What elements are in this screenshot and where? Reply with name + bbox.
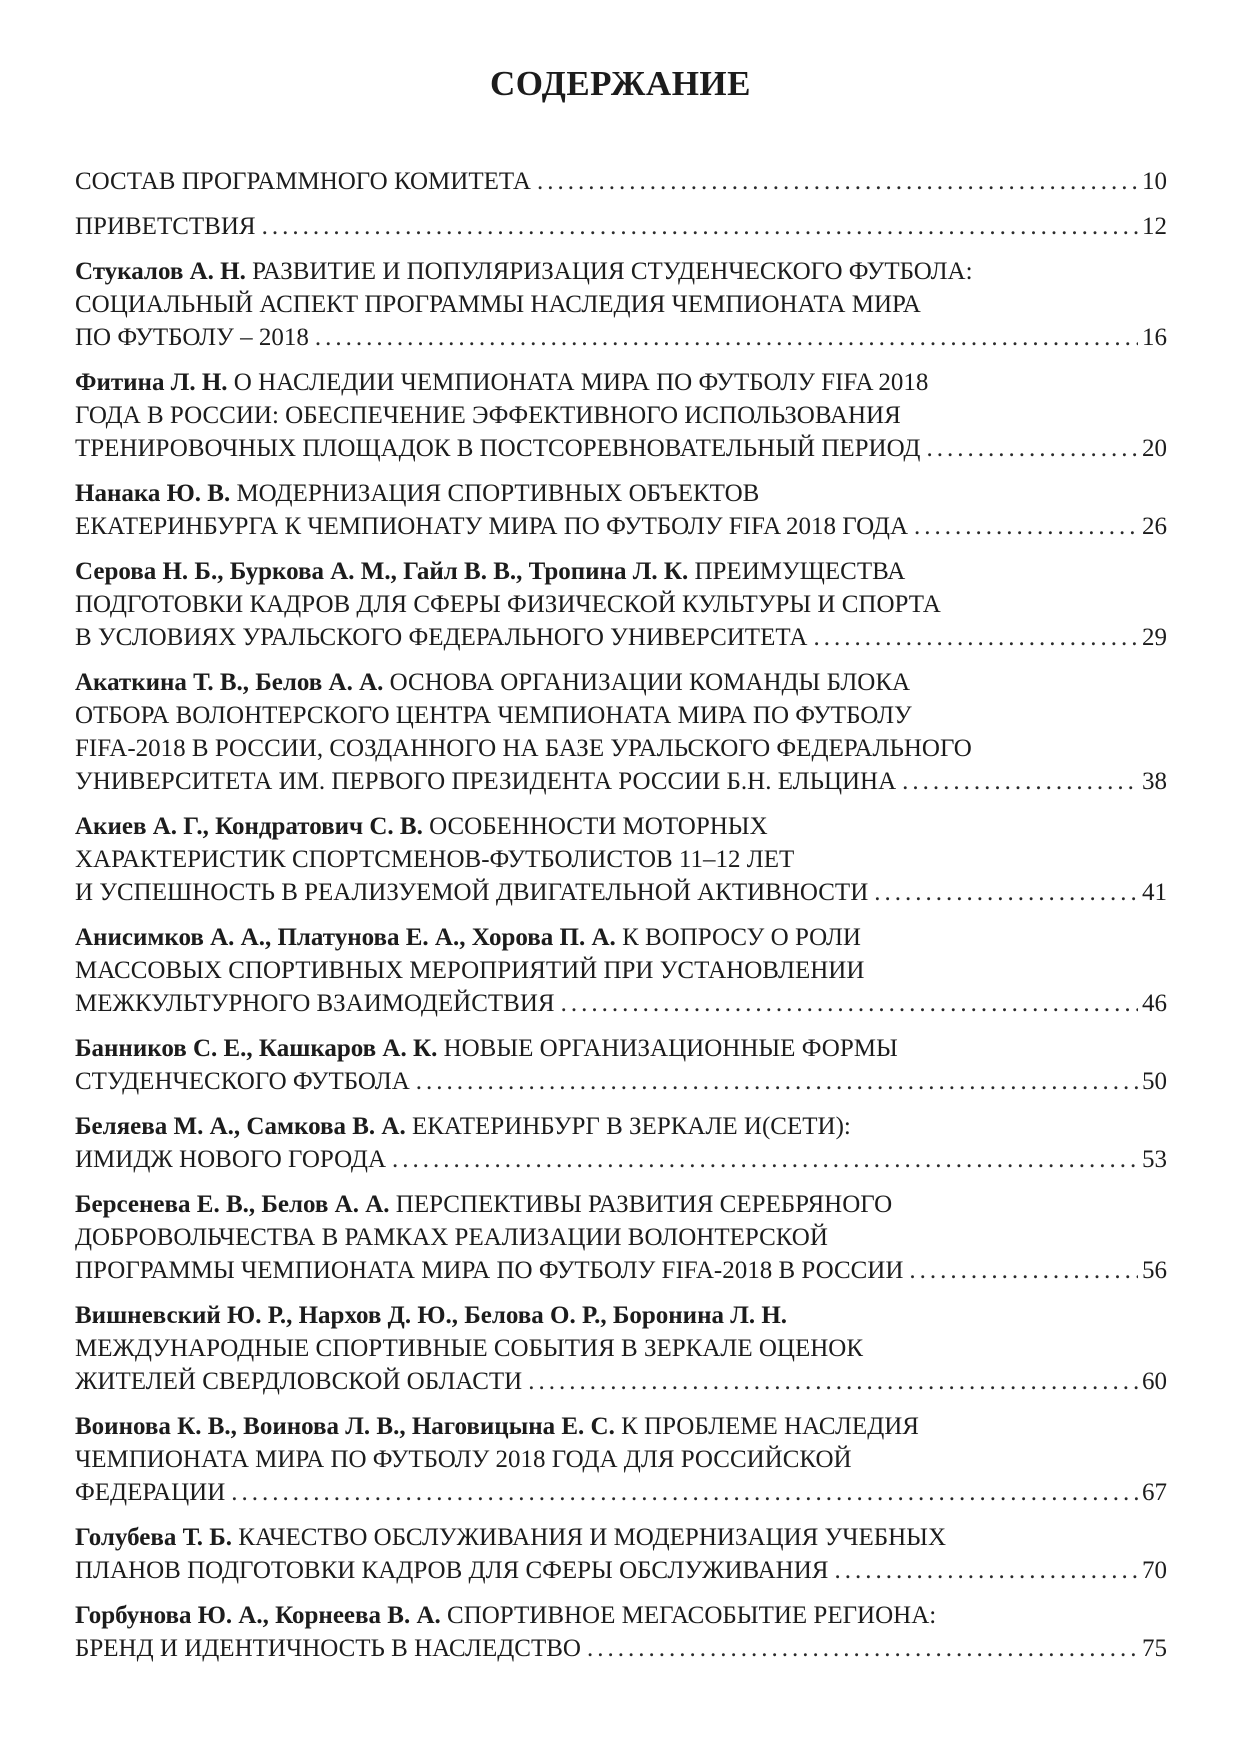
toc-entry[interactable] xyxy=(75,555,1167,654)
entry-title-text: ОСНОВА ОРГАНИЗАЦИИ КОМАНДЫ БЛОКА xyxy=(383,669,911,696)
toc-entry[interactable] xyxy=(75,1299,1167,1398)
dot-leader xyxy=(315,321,1138,354)
entry-title-text: МОДЕРНИЗАЦИЯ СПОРТИВНЫХ ОБЪЕКТОВ xyxy=(230,480,760,507)
entry-last-line xyxy=(75,165,1167,198)
entry-title-text: ГОДА В РОССИИ: ОБЕСПЕЧЕНИЕ ЭФФЕКТИВНОГО ИСПОЛЬЗОВАНИЯ xyxy=(75,402,901,429)
entry-title-text: УНИВЕРСИТЕТА ИМ. ПЕРВОГО ПРЕЗИДЕНТА РОССИИ Б.Н. ЕЛЬЦИНА xyxy=(75,768,897,795)
entry-authors: Воинова К. В., Воинова Л. В., Наговицына Е. С. xyxy=(75,1413,615,1440)
dot-leader xyxy=(392,1143,1138,1176)
entry-title-text: К ПРОБЛЕМЕ НАСЛЕДИЯ xyxy=(614,1413,919,1440)
dot-leader xyxy=(813,621,1138,654)
entry-title-text: ФЕДЕРАЦИИ xyxy=(75,1479,226,1506)
entry-line xyxy=(75,1443,1167,1476)
entry-title-text: МАССОВЫХ СПОРТИВНЫХ МЕРОПРИЯТИЙ ПРИ УСТАНОВЛЕНИИ xyxy=(75,957,865,984)
entry-line xyxy=(75,1110,1167,1143)
dot-leader xyxy=(914,510,1138,543)
entry-line xyxy=(75,810,1167,843)
table-of-contents xyxy=(75,165,1167,1677)
entry-title-text: ПЕРСПЕКТИВЫ РАЗВИТИЯ СЕРЕБРЯНОГО xyxy=(389,1191,893,1218)
entry-last-line xyxy=(75,1554,1167,1587)
entry-title-text: ХАРАКТЕРИСТИК СПОРТСМЕНОВ-ФУТБОЛИСТОВ 11–12 ЛЕТ xyxy=(75,846,795,873)
entry-title-text: МЕЖКУЛЬТУРНОГО ВЗАИМОДЕЙСТВИЯ xyxy=(75,990,555,1017)
entry-title-text: СОЦИАЛЬНЫЙ АСПЕКТ ПРОГРАММЫ НАСЛЕДИЯ ЧЕМПИОНАТА МИРА xyxy=(75,291,921,318)
entry-line xyxy=(75,732,1167,765)
toc-entry[interactable] xyxy=(75,1599,1167,1665)
entry-title-text: БРЕНД И ИДЕНТИЧНОСТЬ В НАСЛЕДСТВО xyxy=(75,1635,581,1662)
entry-line xyxy=(75,921,1167,954)
entry-title-text: ПО ФУТБОЛУ – 2018 xyxy=(75,324,309,351)
entry-line xyxy=(75,954,1167,987)
dot-leader xyxy=(537,165,1138,198)
entry-line xyxy=(75,555,1167,588)
entry-authors: Нанака Ю. В. xyxy=(75,480,231,507)
dot-leader xyxy=(561,987,1138,1020)
entry-title-text: О НАСЛЕДИИ ЧЕМПИОНАТА МИРА ПО ФУТБОЛУ FIFA 2018 xyxy=(227,369,929,396)
toc-entry[interactable] xyxy=(75,666,1167,798)
page-number: 60 xyxy=(1142,1368,1167,1395)
entry-title-text: ПРЕИМУЩЕСТВА xyxy=(688,558,906,585)
entry-last-line xyxy=(75,432,1167,465)
entry-line xyxy=(75,1599,1167,1632)
entry-authors: Стукалов А. Н. xyxy=(75,258,246,285)
entry-title-text: КАЧЕСТВО ОБСЛУЖИВАНИЯ И МОДЕРНИЗАЦИЯ УЧЕБНЫХ xyxy=(232,1524,947,1551)
entry-last-line xyxy=(75,1365,1167,1398)
page-number: 70 xyxy=(1142,1557,1167,1584)
entry-line xyxy=(75,666,1167,699)
toc-entry[interactable] xyxy=(75,255,1167,354)
entry-title-text: ПРОГРАММЫ ЧЕМПИОНАТА МИРА ПО ФУТБОЛУ FIFA-2018 В РОССИИ xyxy=(75,1257,904,1284)
entry-authors: Вишневский Ю. Р., Нархов Д. Ю., Белова О. Р., Боронина Л. Н. xyxy=(75,1302,788,1329)
page-number: 29 xyxy=(1142,624,1167,651)
page-number: 50 xyxy=(1142,1068,1167,1095)
entry-line xyxy=(75,843,1167,876)
entry-title-text: ДОБРОВОЛЬЧЕСТВА В РАМКАХ РЕАЛИЗАЦИИ ВОЛОНТЕРСКОЙ xyxy=(75,1224,828,1251)
toc-entry[interactable] xyxy=(75,366,1167,465)
page-number: 16 xyxy=(1142,324,1167,351)
entry-last-line xyxy=(75,321,1167,354)
entry-title-text: И УСПЕШНОСТЬ В РЕАЛИЗУЕМОЙ ДВИГАТЕЛЬНОЙ АКТИВНОСТИ xyxy=(75,879,869,906)
entry-authors: Акаткина Т. В., Белов А. А. xyxy=(75,669,384,696)
entry-last-line xyxy=(75,1065,1167,1098)
entry-title-text: ЖИТЕЛЕЙ СВЕРДЛОВСКОЙ ОБЛАСТИ xyxy=(75,1368,523,1395)
page-number: 20 xyxy=(1142,435,1167,462)
entry-last-line xyxy=(75,1476,1167,1509)
dot-leader xyxy=(909,1254,1138,1287)
dot-leader xyxy=(587,1632,1138,1665)
dot-leader xyxy=(926,432,1138,465)
entry-authors: Серова Н. Б., Буркова А. М., Гайл В. В., Тропина Л. К. xyxy=(75,558,689,585)
entry-title-text: ПРИВЕТСТВИЯ xyxy=(75,213,256,240)
page-number: 56 xyxy=(1142,1257,1167,1284)
page-number: 46 xyxy=(1142,990,1167,1017)
entry-title-text: FIFA-2018 В РОССИИ, СОЗДАННОГО НА БАЗЕ УРАЛЬСКОГО ФЕДЕРАЛЬНОГО xyxy=(75,735,972,762)
toc-entry[interactable] xyxy=(75,1410,1167,1509)
entry-title-text: СПОРТИВНОЕ МЕГАСОБЫТИЕ РЕГИОНА: xyxy=(440,1602,937,1629)
entry-title-text: СОСТАВ ПРОГРАММНОГО КОМИТЕТА xyxy=(75,168,531,195)
entry-authors: Банников С. Е., Кашкаров А. К. xyxy=(75,1035,438,1062)
entry-last-line xyxy=(75,765,1167,798)
entry-last-line xyxy=(75,210,1167,243)
entry-title-text: ЕКАТЕРИНБУРГ В ЗЕРКАЛЕ И(СЕТИ): xyxy=(405,1113,851,1140)
dot-leader xyxy=(262,210,1138,243)
entry-title-text: ЕКАТЕРИНБУРГА К ЧЕМПИОНАТУ МИРА ПО ФУТБОЛУ FIFA 2018 ГОДА xyxy=(75,513,909,540)
entry-title-text: МЕЖДУНАРОДНЫЕ СПОРТИВНЫЕ СОБЫТИЯ В ЗЕРКАЛЕ ОЦЕНОК xyxy=(75,1335,864,1362)
entry-line xyxy=(75,1032,1167,1065)
entry-line xyxy=(75,588,1167,621)
page-title: СОДЕРЖАНИЕ xyxy=(489,64,751,103)
entry-title-text: ЧЕМПИОНАТА МИРА ПО ФУТБОЛУ 2018 ГОДА ДЛЯ РОССИЙСКОЙ xyxy=(75,1446,852,1473)
entry-authors: Анисимков А. А., Платунова Е. А., Хорова П. А. xyxy=(75,924,616,951)
entry-title-text: РАЗВИТИЕ И ПОПУЛЯРИЗАЦИЯ СТУДЕНЧЕСКОГО ФУТБОЛА: xyxy=(245,258,973,285)
toc-entry[interactable] xyxy=(75,810,1167,909)
page-number: 12 xyxy=(1142,213,1167,240)
entry-line xyxy=(75,255,1167,288)
entry-line xyxy=(75,1299,1167,1332)
toc-entry[interactable] xyxy=(75,165,1167,198)
page-number: 26 xyxy=(1142,513,1167,540)
entry-authors: Горбунова Ю. А., Корнеева В. А. xyxy=(75,1602,441,1629)
entry-line xyxy=(75,1221,1167,1254)
entry-line xyxy=(75,477,1167,510)
entry-last-line xyxy=(75,1632,1167,1665)
toc-entry[interactable] xyxy=(75,210,1167,243)
entry-title-text: ПОДГОТОВКИ КАДРОВ ДЛЯ СФЕРЫ ФИЗИЧЕСКОЙ КУЛЬТУРЫ И СПОРТА xyxy=(75,591,941,618)
toc-entry[interactable] xyxy=(75,1032,1167,1098)
entry-line xyxy=(75,1332,1167,1365)
dot-leader xyxy=(528,1365,1138,1398)
entry-last-line xyxy=(75,621,1167,654)
entry-line xyxy=(75,1188,1167,1221)
entry-last-line xyxy=(75,510,1167,543)
entry-authors: Голубева Т. Б. xyxy=(75,1524,233,1551)
entry-line xyxy=(75,288,1167,321)
entry-title-text: ТРЕНИРОВОЧНЫХ ПЛОЩАДОК В ПОСТСОРЕВНОВАТЕЛЬНЫЙ ПЕРИОД xyxy=(75,435,921,462)
dot-leader xyxy=(231,1476,1138,1509)
entry-title-text: ОСОБЕННОСТИ МОТОРНЫХ xyxy=(422,813,768,840)
dot-leader xyxy=(416,1065,1138,1098)
entry-last-line xyxy=(75,1143,1167,1176)
page-number: 53 xyxy=(1142,1146,1167,1173)
page-number: 41 xyxy=(1142,879,1167,906)
entry-line xyxy=(75,399,1167,432)
entry-title-text: СТУДЕНЧЕСКОГО ФУТБОЛА xyxy=(75,1068,410,1095)
page-number: 67 xyxy=(1142,1479,1167,1506)
entry-title-text: ПЛАНОВ ПОДГОТОВКИ КАДРОВ ДЛЯ СФЕРЫ ОБСЛУЖИВАНИЯ xyxy=(75,1557,829,1584)
toc-entry[interactable] xyxy=(75,1110,1167,1176)
entry-line xyxy=(75,699,1167,732)
page-number: 75 xyxy=(1142,1635,1167,1662)
toc-entry[interactable] xyxy=(75,921,1167,1020)
entry-last-line xyxy=(75,876,1167,909)
entry-authors: Берсенева Е. В., Белов А. А. xyxy=(75,1191,390,1218)
entry-authors: Фитина Л. Н. xyxy=(75,369,228,396)
entry-title-text: ИМИДЖ НОВОГО ГОРОДА xyxy=(75,1146,387,1173)
entry-authors: Беляева М. А., Самкова В. А. xyxy=(75,1113,406,1140)
toc-entry[interactable] xyxy=(75,1521,1167,1587)
entry-authors: Акиев А. Г., Кондратович С. В. xyxy=(75,813,423,840)
entry-title-text: К ВОПРОСУ О РОЛИ xyxy=(615,924,861,951)
entry-title-text: ОТБОРА ВОЛОНТЕРСКОГО ЦЕНТРА ЧЕМПИОНАТА МИРА ПО ФУТБОЛУ xyxy=(75,702,912,729)
entry-title-text: НОВЫЕ ОРГАНИЗАЦИОННЫЕ ФОРМЫ xyxy=(437,1035,898,1062)
dot-leader xyxy=(902,765,1138,798)
page-number: 10 xyxy=(1142,168,1167,195)
entry-title-text: В УСЛОВИЯХ УРАЛЬСКОГО ФЕДЕРАЛЬНОГО УНИВЕРСИТЕТА xyxy=(75,624,808,651)
dot-leader xyxy=(834,1554,1138,1587)
toc-entry[interactable] xyxy=(75,1188,1167,1287)
entry-line xyxy=(75,1521,1167,1554)
entry-last-line xyxy=(75,987,1167,1020)
page-number: 38 xyxy=(1142,768,1167,795)
entry-line xyxy=(75,366,1167,399)
dot-leader xyxy=(874,876,1138,909)
toc-entry[interactable] xyxy=(75,477,1167,543)
entry-last-line xyxy=(75,1254,1167,1287)
entry-line xyxy=(75,1410,1167,1443)
